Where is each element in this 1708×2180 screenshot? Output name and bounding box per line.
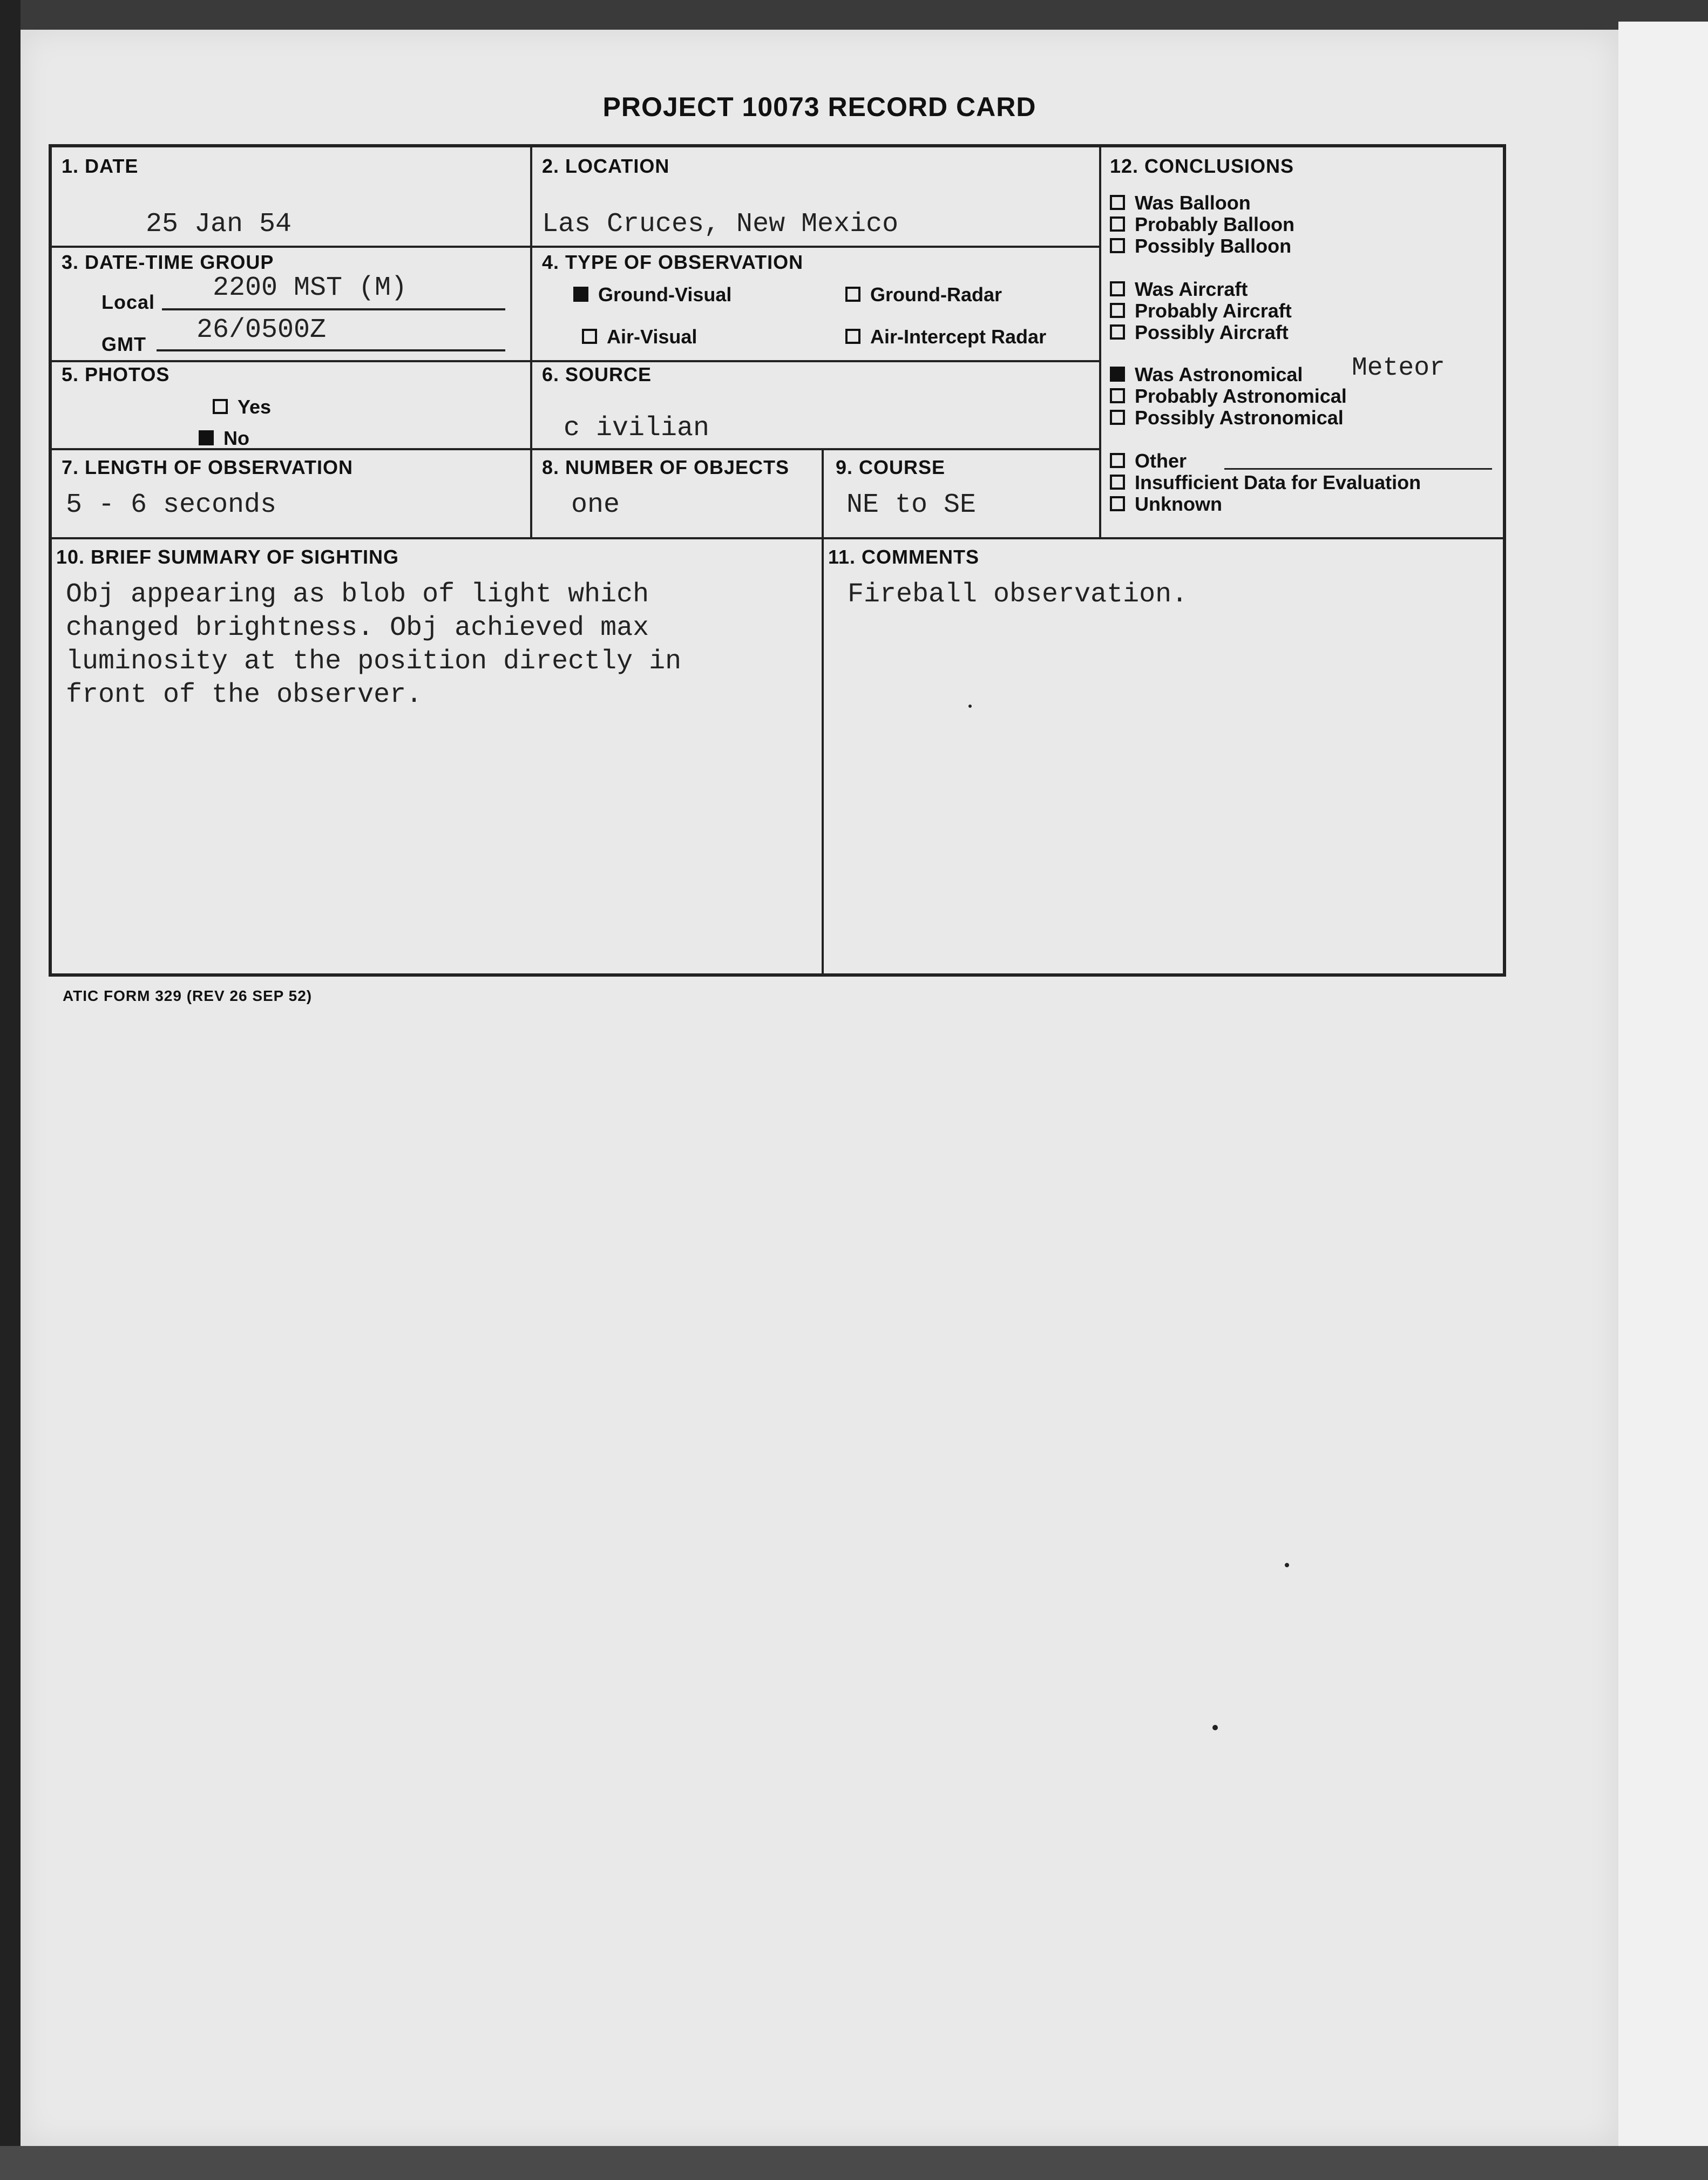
conclusion-insufficient-data[interactable] [1110,471,1421,494]
divider-h4 [49,537,1506,539]
option-label: Possibly Astronomical [1135,407,1344,429]
location-value: Las Cruces, New Mexico [542,209,899,240]
obs-air-intercept-radar[interactable] [845,326,1046,348]
option-label: Air-Visual [607,326,697,348]
number-of-objects-value: one [571,490,620,520]
option-label: Insufficient Data for Evaluation [1135,471,1421,493]
scan-speck [968,705,972,708]
conclusions-label: 12. CONCLUSIONS [1110,155,1294,177]
checkbox-icon [1110,453,1125,468]
conclusion-was-aircraft[interactable] [1110,278,1248,301]
obs-ground-visual[interactable] [573,283,731,306]
source-value: c ivilian [564,413,710,444]
scan-margin-right [1618,22,1708,2149]
divider-h1 [49,246,1100,248]
checkbox-icon [1110,303,1125,318]
scan-speck [1285,1563,1289,1567]
checkbox-icon [845,329,860,344]
checkbox-icon [1110,496,1125,511]
checkbox-icon [582,329,597,344]
option-label: Air-Intercept Radar [870,326,1047,348]
option-label: No [223,427,249,449]
number-of-objects-label: 8. NUMBER OF OBJECTS [542,456,790,478]
date-time-group-label: 3. DATE-TIME GROUP [62,251,274,273]
course-value: NE to SE [846,490,977,520]
option-label: Probably Aircraft [1135,300,1292,322]
option-label: Was Astronomical [1135,363,1303,385]
frame-right [1503,144,1506,977]
scan-border-bottom [0,2146,1708,2180]
checkbox-icon [1110,475,1125,490]
divider-v2 [1099,144,1101,537]
gmt-label: GMT [101,333,146,355]
source-label: 6. SOURCE [542,363,652,385]
option-label: Ground-Radar [870,283,1002,306]
checkbox-icon [1110,388,1125,403]
type-of-observation-label: 4. TYPE OF OBSERVATION [542,251,804,273]
frame-bottom [49,973,1506,977]
date-value: 25 Jan 54 [146,209,292,240]
local-value: 2200 MST (M) [213,273,408,303]
summary-line: front of the observer. [66,680,423,710]
conclusion-was-astronomical[interactable] [1110,363,1303,386]
summary-label: 10. BRIEF SUMMARY OF SIGHTING [56,546,399,568]
checkbox-icon [845,287,860,302]
option-label: Was Aircraft [1135,278,1248,300]
checkbox-icon [1110,410,1125,425]
gmt-underline [157,349,505,351]
divider-course [822,448,824,539]
photos-label: 5. PHOTOS [62,363,170,385]
comments-value: Fireball observation. [848,579,1188,610]
conclusion-probably-aircraft[interactable] [1110,300,1292,322]
date-label: 1. DATE [62,155,139,177]
checkbox-checked-icon [573,287,588,302]
astronomical-annotation: Meteor [1352,354,1445,383]
obs-air-visual[interactable] [582,326,697,348]
option-label: Probably Astronomical [1135,385,1347,407]
option-label: Yes [238,396,272,418]
conclusion-was-balloon[interactable] [1110,192,1251,214]
conclusion-possibly-aircraft[interactable] [1110,321,1289,344]
frame-left [49,144,52,977]
summary-line: Obj appearing as blob of light which [66,579,649,610]
checkbox-checked-icon [1110,367,1125,382]
scan-speck [1212,1725,1218,1730]
frame-top [49,144,1506,147]
scan-border-top [0,0,1708,30]
course-label: 9. COURSE [836,456,946,478]
checkbox-checked-icon [199,430,214,445]
conclusion-possibly-astronomical[interactable] [1110,407,1344,429]
conclusion-possibly-balloon[interactable] [1110,235,1291,258]
photos-yes[interactable] [213,396,271,418]
conclusion-probably-balloon[interactable] [1110,213,1294,236]
length-value: 5 - 6 seconds [66,490,277,520]
length-label: 7. LENGTH OF OBSERVATION [62,456,354,478]
checkbox-icon [1110,238,1125,253]
gmt-value: 26/0500Z [196,315,327,346]
option-label: Other [1135,450,1187,472]
conclusion-unknown[interactable] [1110,493,1222,516]
location-label: 2. LOCATION [542,155,670,177]
checkbox-icon [1110,281,1125,296]
card-title: PROJECT 10073 RECORD CARD [602,92,1036,122]
conclusion-probably-astronomical[interactable] [1110,385,1347,408]
other-underline [1224,468,1492,470]
local-label: Local [101,291,155,313]
local-underline [162,308,505,310]
obs-ground-radar[interactable] [845,283,1002,306]
option-label: Probably Balloon [1135,213,1295,235]
divider-v1 [530,144,532,537]
form-id: ATIC FORM 329 (REV 26 SEP 52) [63,987,313,1004]
checkbox-icon [1110,324,1125,340]
option-label: Possibly Balloon [1135,235,1292,257]
scan-border-left [0,0,21,2180]
record-card [21,30,1618,2146]
comments-label: 11. COMMENTS [828,546,980,568]
checkbox-icon [213,399,228,414]
summary-line: changed brightness. Obj achieved max [66,613,649,644]
option-label: Ground-Visual [598,283,732,306]
option-label: Was Balloon [1135,192,1251,214]
checkbox-icon [1110,195,1125,210]
summary-line: luminosity at the position directly in [66,646,682,677]
option-label: Unknown [1135,493,1222,515]
checkbox-icon [1110,216,1125,232]
divider-h2 [49,360,1100,362]
option-label: Possibly Aircraft [1135,321,1289,343]
photos-no[interactable] [199,427,249,450]
conclusion-other[interactable] [1110,450,1187,472]
